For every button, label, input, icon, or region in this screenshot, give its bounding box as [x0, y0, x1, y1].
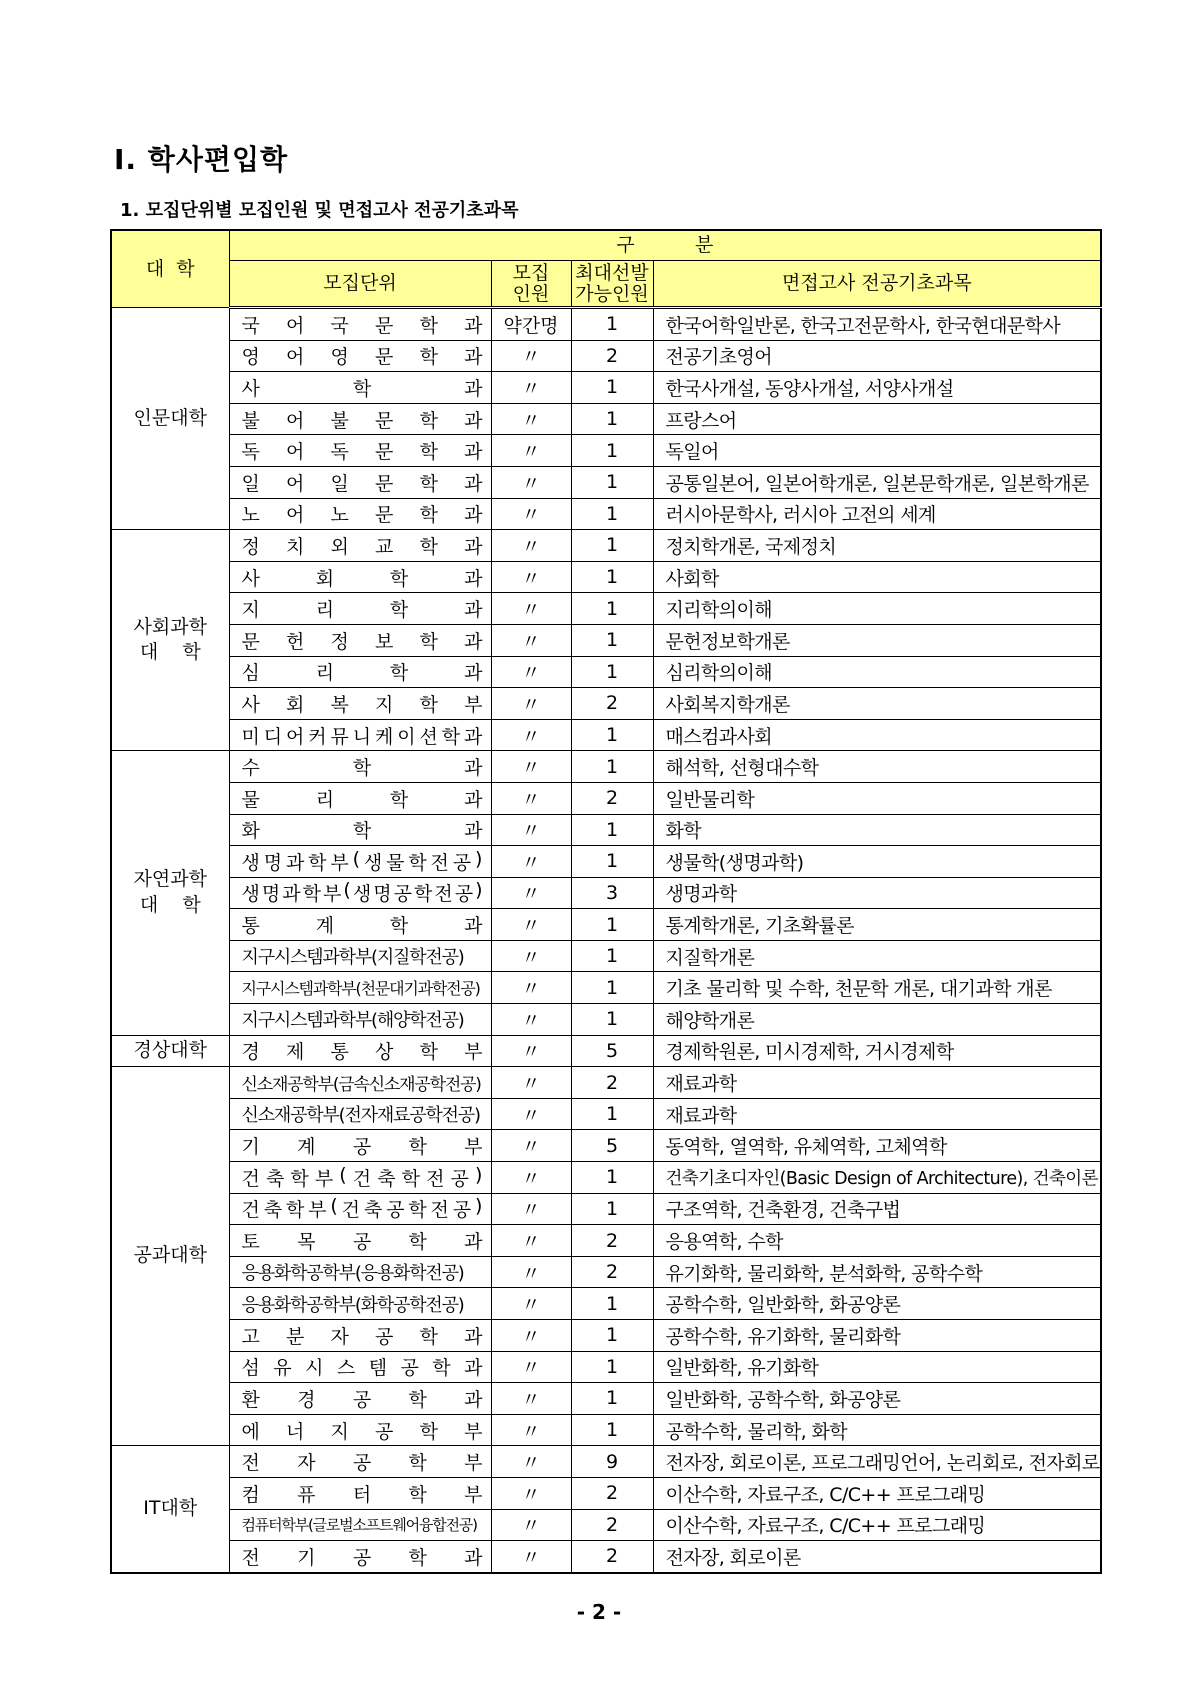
max-selection-count: 2 — [571, 1067, 653, 1099]
table-row — [111, 530, 1101, 562]
recruit-count: 〃 — [491, 466, 571, 498]
recruitment-unit: 화 학 과 — [229, 814, 491, 846]
max-selection-count: 1 — [571, 1162, 653, 1194]
recruit-count: 〃 — [491, 403, 571, 435]
recruitment-unit: 지구시스템과학부(지질학전공) — [229, 940, 491, 972]
recruit-count: 〃 — [491, 498, 571, 530]
interview-subjects: 공학수학, 일반화학, 화공양론 — [653, 1288, 1101, 1320]
recruit-count: 〃 — [491, 1509, 571, 1541]
recruitment-unit: 정 치 외 교 학 과 — [229, 530, 491, 562]
table-row — [111, 1225, 1101, 1257]
interview-subjects: 전공기초영어 — [653, 340, 1101, 372]
interview-subjects: 일반화학, 공학수학, 화공양론 — [653, 1383, 1101, 1415]
interview-subjects: 한국어학일반론, 한국고전문학사, 한국현대문학사 — [653, 308, 1101, 341]
max-selection-count: 1 — [571, 1320, 653, 1352]
recruit-count: 약간명 — [491, 308, 571, 341]
recruitment-unit: 지구시스템과학부(해양학전공) — [229, 1004, 491, 1036]
recruit-count: 〃 — [491, 1446, 571, 1478]
interview-subjects: 유기화학, 물리화학, 분석화학, 공학수학 — [653, 1256, 1101, 1288]
max-selection-count: 5 — [571, 1130, 653, 1162]
table-row — [111, 372, 1101, 404]
max-selection-count: 2 — [571, 1509, 653, 1541]
max-selection-count: 2 — [571, 1541, 653, 1573]
table-row — [111, 688, 1101, 720]
interview-subjects: 지질학개론 — [653, 940, 1101, 972]
interview-subjects: 화학 — [653, 814, 1101, 846]
interview-subjects: 이산수학, 자료구조, C/C++ 프로그래밍 — [653, 1477, 1101, 1509]
max-selection-count: 1 — [571, 403, 653, 435]
table-row — [111, 1004, 1101, 1036]
table-row — [111, 1035, 1101, 1067]
interview-subjects: 해석학, 선형대수학 — [653, 751, 1101, 783]
recruitment-unit: 신소재공학부(금속신소재공학전공) — [229, 1067, 491, 1099]
table-row — [111, 624, 1101, 656]
table-row — [111, 782, 1101, 814]
recruit-count: 〃 — [491, 1004, 571, 1036]
max-selection-count: 2 — [571, 782, 653, 814]
recruit-count: 〃 — [491, 435, 571, 467]
max-selection-count: 1 — [571, 624, 653, 656]
table-row — [111, 593, 1101, 625]
max-selection-count: 1 — [571, 751, 653, 783]
table-row — [111, 1256, 1101, 1288]
recruitment-unit: 지구시스템과학부(천문대기과학전공) — [229, 972, 491, 1004]
table-row — [111, 656, 1101, 688]
max-selection-count: 3 — [571, 877, 653, 909]
interview-subjects: 응용역학, 수학 — [653, 1225, 1101, 1257]
interview-subjects: 경제학원론, 미시경제학, 거시경제학 — [653, 1035, 1101, 1067]
recruit-count: 〃 — [491, 624, 571, 656]
max-selection-count: 1 — [571, 909, 653, 941]
header-subjects: 면접고사 전공기초과목 — [653, 261, 1101, 308]
table-row — [111, 466, 1101, 498]
recruit-count: 〃 — [491, 561, 571, 593]
table-row — [111, 940, 1101, 972]
recruitment-table — [110, 229, 1102, 1574]
recruitment-unit: 영 어 영 문 학 과 — [229, 340, 491, 372]
interview-subjects: 공통일본어, 일본어학개론, 일본문학개론, 일본학개론 — [653, 466, 1101, 498]
recruitment-unit: 사 학 과 — [229, 372, 491, 404]
interview-subjects: 생명과학 — [653, 877, 1101, 909]
interview-subjects: 일반물리학 — [653, 782, 1101, 814]
max-selection-count: 1 — [571, 435, 653, 467]
college-name: 자연과학 대 학 — [111, 751, 229, 1035]
recruit-count: 〃 — [491, 688, 571, 720]
interview-subjects: 심리학의이해 — [653, 656, 1101, 688]
table-row — [111, 1477, 1101, 1509]
table-row — [111, 1288, 1101, 1320]
max-selection-count: 1 — [571, 530, 653, 562]
interview-subjects: 재료과학 — [653, 1098, 1101, 1130]
max-selection-count: 9 — [571, 1446, 653, 1478]
recruit-count: 〃 — [491, 593, 571, 625]
recruitment-unit: 물 리 학 과 — [229, 782, 491, 814]
table-row — [111, 1383, 1101, 1415]
recruitment-unit: 생 명 과 학 부 ( 생 물 학 전 공 ) — [229, 846, 491, 878]
college-name: 사회과학 대 학 — [111, 530, 229, 751]
interview-subjects: 통계학개론, 기초확률론 — [653, 909, 1101, 941]
interview-subjects: 사회학 — [653, 561, 1101, 593]
table-row — [111, 1509, 1101, 1541]
recruit-count: 〃 — [491, 1098, 571, 1130]
interview-subjects: 전자장, 회로이론 — [653, 1541, 1101, 1573]
recruit-count: 〃 — [491, 1256, 571, 1288]
interview-subjects: 재료과학 — [653, 1067, 1101, 1099]
max-selection-count: 2 — [571, 688, 653, 720]
college-name: IT대학 — [111, 1446, 229, 1573]
max-selection-count: 1 — [571, 466, 653, 498]
recruit-count: 〃 — [491, 1130, 571, 1162]
interview-subjects: 이산수학, 자료구조, C/C++ 프로그래밍 — [653, 1509, 1101, 1541]
table-row — [111, 1320, 1101, 1352]
interview-subjects: 프랑스어 — [653, 403, 1101, 435]
table-row — [111, 719, 1101, 751]
table-row — [111, 972, 1101, 1004]
table-row — [111, 561, 1101, 593]
header-unit: 모집단위 — [229, 261, 491, 308]
recruit-count: 〃 — [491, 972, 571, 1004]
table-row — [111, 498, 1101, 530]
table-row — [111, 1446, 1101, 1478]
interview-subjects: 공학수학, 유기화학, 물리화학 — [653, 1320, 1101, 1352]
recruitment-unit: 심 리 학 과 — [229, 656, 491, 688]
recruitment-unit: 신소재공학부(전자재료공학전공) — [229, 1098, 491, 1130]
recruit-count: 〃 — [491, 1320, 571, 1352]
recruitment-unit: 사 회 학 과 — [229, 561, 491, 593]
recruit-count: 〃 — [491, 1383, 571, 1415]
max-selection-count: 1 — [571, 940, 653, 972]
max-selection-count: 1 — [571, 498, 653, 530]
recruit-count: 〃 — [491, 1225, 571, 1257]
recruitment-unit: 문 헌 정 보 학 과 — [229, 624, 491, 656]
table-row — [111, 846, 1101, 878]
interview-subjects: 정치학개론, 국제정치 — [653, 530, 1101, 562]
recruitment-unit: 지 리 학 과 — [229, 593, 491, 625]
recruitment-unit: 응용화학공학부(응용화학전공) — [229, 1256, 491, 1288]
interview-subjects: 일반화학, 유기화학 — [653, 1351, 1101, 1383]
recruit-count: 〃 — [491, 846, 571, 878]
header-college: 대 학 — [111, 230, 229, 308]
college-name: 인문대학 — [111, 308, 229, 530]
recruit-count: 〃 — [491, 909, 571, 941]
interview-subjects: 해양학개론 — [653, 1004, 1101, 1036]
table-row — [111, 435, 1101, 467]
max-selection-count: 1 — [571, 1414, 653, 1446]
max-selection-count: 1 — [571, 308, 653, 341]
recruitment-unit: 사 회 복 지 학 부 — [229, 688, 491, 720]
recruitment-unit: 불 어 불 문 학 과 — [229, 403, 491, 435]
interview-subjects: 사회복지학개론 — [653, 688, 1101, 720]
recruit-count: 〃 — [491, 719, 571, 751]
table-row — [111, 751, 1101, 783]
recruit-count: 〃 — [491, 1288, 571, 1320]
max-selection-count: 1 — [571, 1098, 653, 1130]
table-row — [111, 909, 1101, 941]
max-selection-count: 1 — [571, 561, 653, 593]
recruitment-unit: 노 어 노 문 학 과 — [229, 498, 491, 530]
recruit-count: 〃 — [491, 782, 571, 814]
max-selection-count: 1 — [571, 1351, 653, 1383]
recruit-count: 〃 — [491, 1414, 571, 1446]
table-row — [111, 1098, 1101, 1130]
table-row — [111, 308, 1101, 341]
interview-subjects: 생물학(생명과학) — [653, 846, 1101, 878]
recruit-count: 〃 — [491, 814, 571, 846]
recruitment-unit: 에 너 지 공 학 부 — [229, 1414, 491, 1446]
max-selection-count: 1 — [571, 656, 653, 688]
interview-subjects: 러시아문학사, 러시아 고전의 세계 — [653, 498, 1101, 530]
table-row — [111, 1162, 1101, 1194]
recruitment-unit: 섬 유 시 스 템 공 학 과 — [229, 1351, 491, 1383]
interview-subjects: 한국사개설, 동양사개설, 서양사개설 — [653, 372, 1101, 404]
recruitment-unit: 수 학 과 — [229, 751, 491, 783]
max-selection-count: 1 — [571, 846, 653, 878]
recruitment-unit: 통 계 학 과 — [229, 909, 491, 941]
recruitment-unit: 건 축 학 부 ( 건 축 학 전 공 ) — [229, 1162, 491, 1194]
max-selection-count: 2 — [571, 1256, 653, 1288]
table-row — [111, 1130, 1101, 1162]
recruitment-unit: 생 명 과 학 부 ( 생 명 공 학 전 공 ) — [229, 877, 491, 909]
recruitment-unit: 경 제 통 상 학 부 — [229, 1035, 491, 1067]
table-row — [111, 1541, 1101, 1573]
recruit-count: 〃 — [491, 1541, 571, 1573]
max-selection-count: 2 — [571, 1225, 653, 1257]
recruitment-unit: 미 디 어 커 뮤 니 케 이 션 학 과 — [229, 719, 491, 751]
max-selection-count: 1 — [571, 1004, 653, 1036]
recruit-count: 〃 — [491, 751, 571, 783]
max-selection-count: 1 — [571, 372, 653, 404]
recruitment-unit: 컴퓨터학부(글로벌소프트웨어융합전공) — [229, 1509, 491, 1541]
recruitment-unit: 환 경 공 학 과 — [229, 1383, 491, 1415]
header-recruit: 모집 인원 — [491, 261, 571, 308]
interview-subjects: 구조역학, 건축환경, 건축구법 — [653, 1193, 1101, 1225]
section-title: Ⅰ. 학사편입학 — [114, 143, 289, 176]
recruit-count: 〃 — [491, 656, 571, 688]
recruit-count: 〃 — [491, 1193, 571, 1225]
recruitment-unit: 건 축 학 부 ( 건 축 공 학 전 공 ) — [229, 1193, 491, 1225]
recruitment-unit: 고 분 자 공 학 과 — [229, 1320, 491, 1352]
recruitment-unit: 전 기 공 학 과 — [229, 1541, 491, 1573]
interview-subjects: 전자장, 회로이론, 프로그래밍언어, 논리회로, 전자회로 — [653, 1446, 1101, 1478]
table-row — [111, 814, 1101, 846]
recruit-count: 〃 — [491, 1162, 571, 1194]
table-row — [111, 1193, 1101, 1225]
max-selection-count: 1 — [571, 1288, 653, 1320]
recruit-count: 〃 — [491, 940, 571, 972]
interview-subjects: 기초 물리학 및 수학, 천문학 개론, 대기과학 개론 — [653, 972, 1101, 1004]
recruitment-unit: 일 어 일 문 학 과 — [229, 466, 491, 498]
recruit-count: 〃 — [491, 877, 571, 909]
interview-subjects: 건축기초디자인(Basic Design of Architecture), 건축이론 — [653, 1162, 1101, 1194]
recruitment-unit: 응용화학공학부(화학공학전공) — [229, 1288, 491, 1320]
interview-subjects: 문헌정보학개론 — [653, 624, 1101, 656]
page-number: - 2 - — [576, 1600, 622, 1624]
recruitment-unit: 토 목 공 학 과 — [229, 1225, 491, 1257]
max-selection-count: 1 — [571, 719, 653, 751]
table-row — [111, 340, 1101, 372]
interview-subjects: 독일어 — [653, 435, 1101, 467]
interview-subjects: 공학수학, 물리학, 화학 — [653, 1414, 1101, 1446]
college-name: 경상대학 — [111, 1035, 229, 1067]
table-row — [111, 1351, 1101, 1383]
recruit-count: 〃 — [491, 372, 571, 404]
recruit-count: 〃 — [491, 1477, 571, 1509]
interview-subjects: 지리학의이해 — [653, 593, 1101, 625]
max-selection-count: 1 — [571, 593, 653, 625]
table-row — [111, 1414, 1101, 1446]
recruit-count: 〃 — [491, 530, 571, 562]
table-caption: 1. 모집단위별 모집인원 및 면접고사 전공기초과목 — [120, 200, 519, 221]
max-selection-count: 2 — [571, 340, 653, 372]
table-row — [111, 403, 1101, 435]
recruit-count: 〃 — [491, 340, 571, 372]
interview-subjects: 매스컴과사회 — [653, 719, 1101, 751]
table-row — [111, 877, 1101, 909]
table-row — [111, 1067, 1101, 1099]
recruit-count: 〃 — [491, 1035, 571, 1067]
header-gubun: 구 분 — [229, 230, 1101, 261]
recruit-count: 〃 — [491, 1067, 571, 1099]
recruitment-unit: 기 계 공 학 부 — [229, 1130, 491, 1162]
recruitment-unit: 전 자 공 학 부 — [229, 1446, 491, 1478]
max-selection-count: 1 — [571, 972, 653, 1004]
max-selection-count: 1 — [571, 1193, 653, 1225]
max-selection-count: 1 — [571, 1383, 653, 1415]
header-max: 최대선발 가능인원 — [571, 261, 653, 308]
max-selection-count: 1 — [571, 814, 653, 846]
interview-subjects: 동역학, 열역학, 유체역학, 고체역학 — [653, 1130, 1101, 1162]
recruitment-unit: 독 어 독 문 학 과 — [229, 435, 491, 467]
recruitment-unit: 컴 퓨 터 학 부 — [229, 1477, 491, 1509]
max-selection-count: 5 — [571, 1035, 653, 1067]
max-selection-count: 2 — [571, 1477, 653, 1509]
recruitment-unit: 국 어 국 문 학 과 — [229, 308, 491, 341]
recruit-count: 〃 — [491, 1351, 571, 1383]
college-name: 공과대학 — [111, 1067, 229, 1446]
